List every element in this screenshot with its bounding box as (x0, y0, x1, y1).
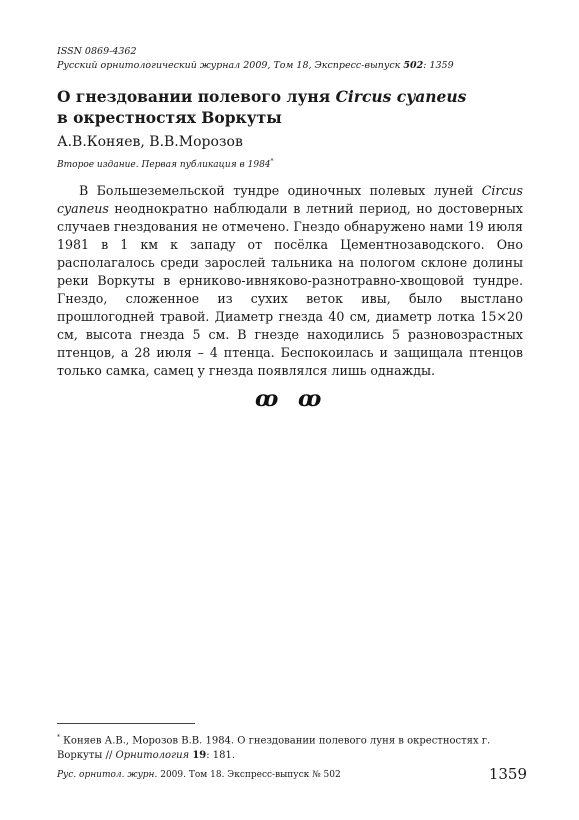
article-title (57, 86, 527, 128)
footer-journal-abbr: Рус. орнитол. журн. (57, 770, 158, 780)
page-number: 1359 (488, 765, 527, 783)
edition-note (57, 158, 274, 170)
article-body (57, 182, 523, 380)
page-range: : 1359 (423, 60, 454, 71)
title-latin-name: Circus cyaneus (335, 87, 467, 106)
footnote-volume: 19 (192, 750, 207, 762)
title-part-1: О гнездовании полевого луня (57, 87, 336, 106)
footnote (57, 730, 527, 763)
footnote-journal: Орнитология (115, 750, 190, 762)
journal-name: Русский орнитологический журнал 2009, Том 18, Экспресс-выпуск (57, 60, 404, 71)
body-sentence-2: неоднократно наблюдали в летний период, но достоверных случаев гнездования не отмечено. Гнездо обнаружено нами 19 июля 1981 в 1 км к западу от посёлка Цементнозаводского. Оно располагалось среди зарослей тальника на пологом склоне долины реки Воркуты в ерниково-ивняково-разнотравно-хвощовой тундре. Гнездо, сложенное из сухих веток ивы, было выстлано прошлогодней травой. Диаметр гнезда 40 см, диаметр лотка 15×20 см, высота гнезда 5 см. В гнезде находились 5 разновозрастных птенцов, а 28 июля – 4 птенца. Беспокоилась и защищала птенцов только самка, самец у гнезда появлялся лишь однажды. (57, 201, 523, 378)
body-sentence-1: В Большеземельской тундре одиночных полевых луней (79, 183, 482, 198)
footnote-marker: * (270, 158, 274, 165)
issn: ISSN 0869-4362 (57, 46, 137, 57)
footer-citation (57, 770, 341, 780)
footer-issue: 2009. Том 18. Экспресс-выпуск № 502 (157, 770, 341, 780)
issue-number: 502 (403, 60, 424, 71)
footnote-pages: : 181. (206, 750, 236, 762)
footnote-reference: Коняев А.В., Морозов В.В. 1984. О гнездовании полевого луня в окрестностях г. Воркуты // (57, 735, 491, 762)
journal-citation-line (57, 59, 454, 73)
title-part-2: в окрестностях Воркуты (57, 108, 282, 127)
ornament-divider-icon: ꝏ ꝏ (255, 386, 328, 412)
authors: А.В.Коняев, В.В.Морозов (57, 134, 243, 150)
edition-text: Второе издание. Первая публикация в 1984 (57, 160, 271, 170)
footnote-divider (57, 723, 195, 724)
running-head (57, 45, 454, 73)
body-latin-name: Circus cyaneus (57, 183, 523, 216)
footnote-marker: * (57, 734, 60, 741)
